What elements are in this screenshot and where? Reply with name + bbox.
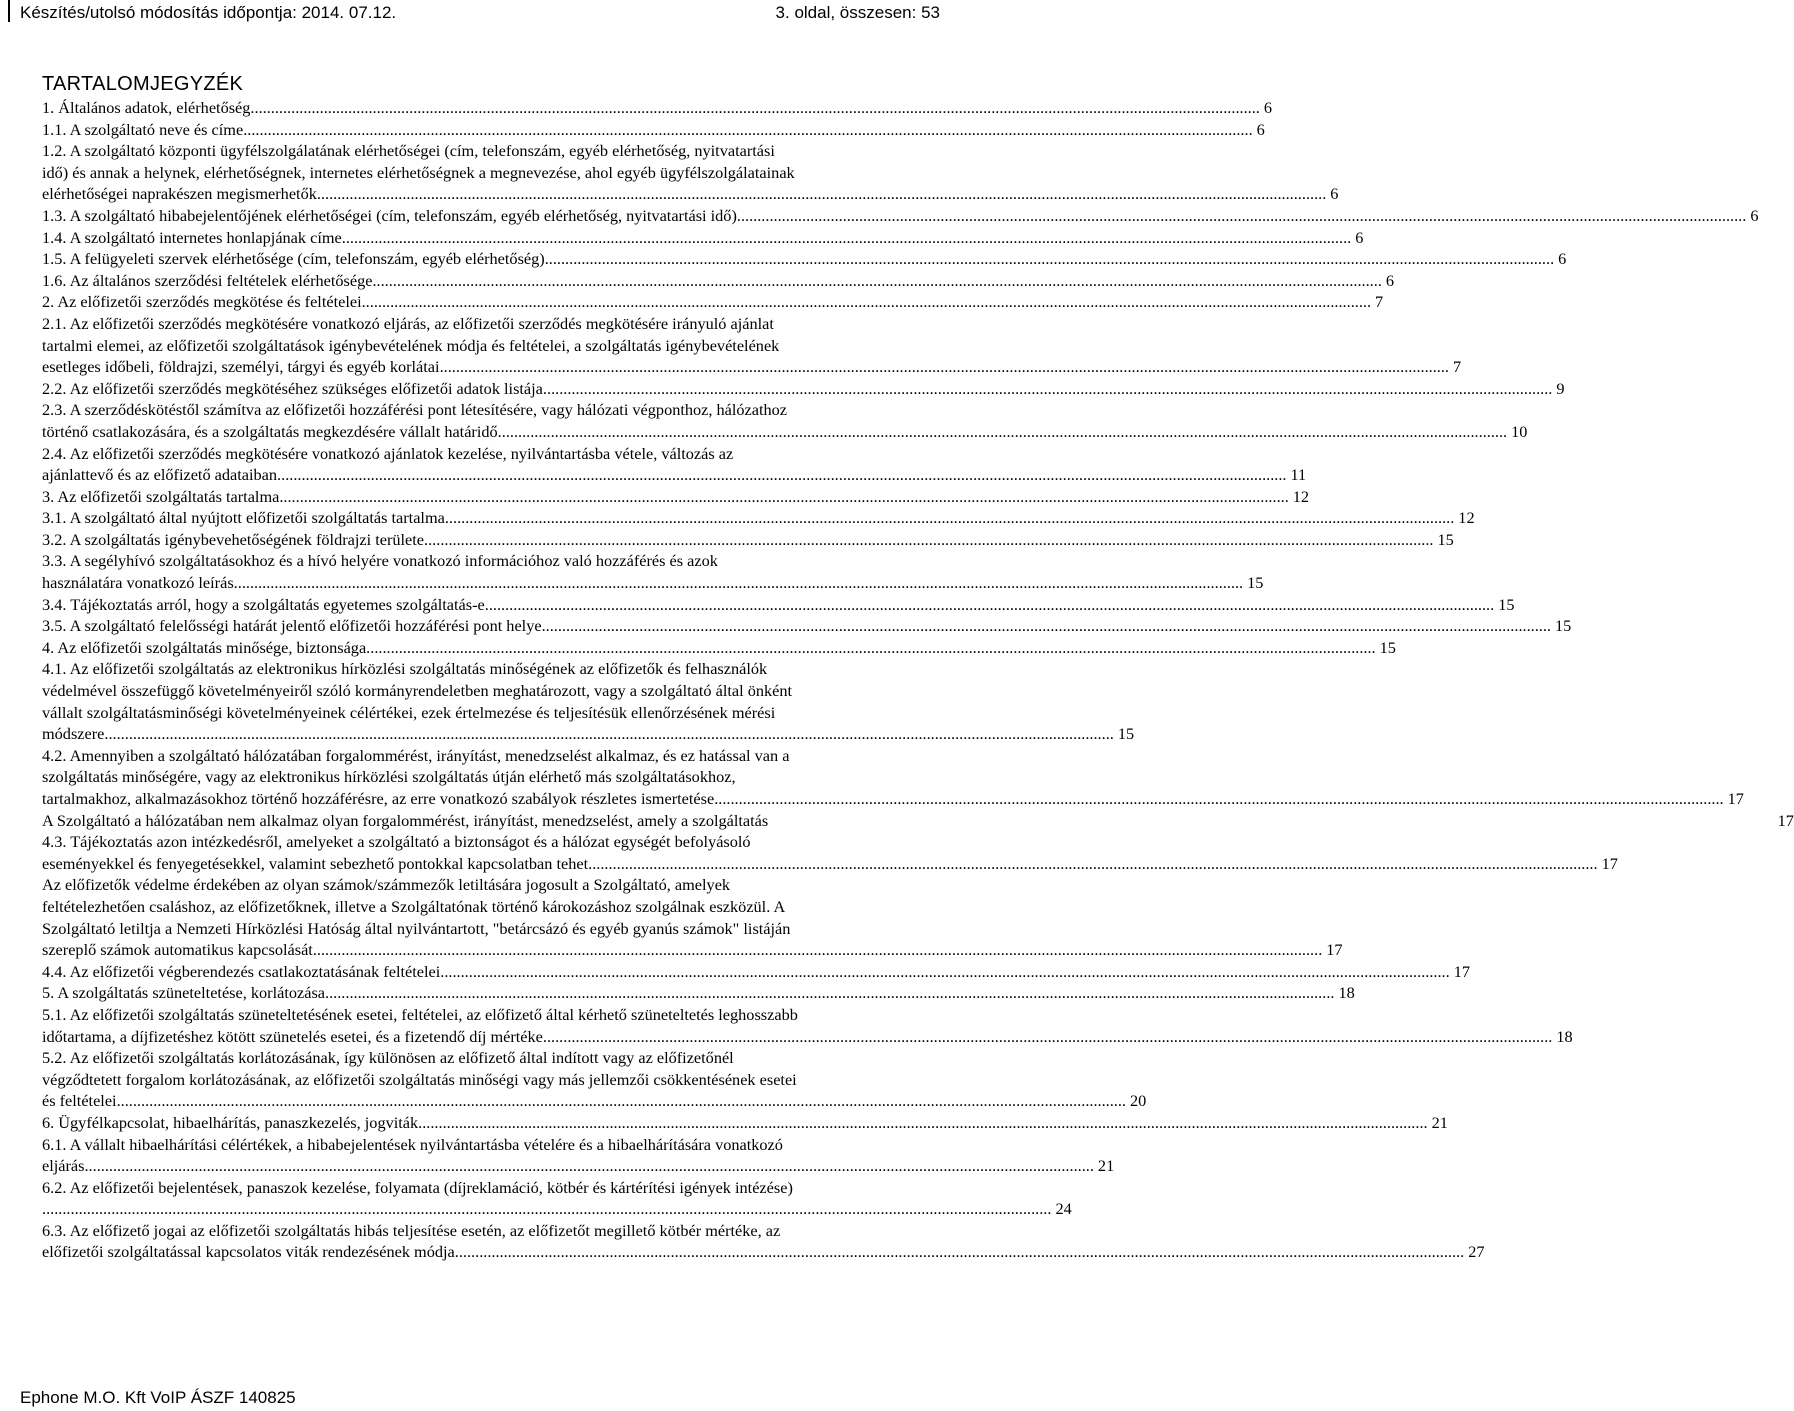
toc-leader-dots — [234, 572, 1243, 594]
toc-page-number: 15 — [1117, 724, 1135, 744]
toc-entry[interactable] — [42, 1112, 1448, 1134]
toc-entry-title: tartalmakhoz, alkalmazásokhoz történő hozzáférésre, az erre vonatkozó szabályok részletes ismertetése — [42, 789, 715, 808]
toc-entry-line: 6.3. Az előfizető jogai az előfizetői szolgáltatás hibás teljesítése esetén, az előfizetőt megillető kötbér mértéke, az — [42, 1220, 781, 1240]
toc-entry-title: előfizetői szolgáltatással kapcsolatos viták rendezésének módja — [42, 1242, 455, 1262]
toc-leader-dots — [714, 788, 1723, 810]
header-modified-date: Készítés/utolsó módosítás időpontja: 2014. 07.12. — [20, 3, 397, 22]
toc-page-number: 20 — [1130, 1091, 1147, 1111]
toc-page-number: 7 — [1375, 292, 1384, 312]
toc-entry[interactable] — [42, 399, 1528, 442]
toc-leader-dots — [424, 529, 1433, 551]
toc-entry-line: tartalmi elemei, az előfizetői szolgáltatások igénybevételének módja és feltételei, a szolgáltatás igénybevételének — [42, 335, 780, 355]
toc-leader-dots — [445, 507, 1454, 529]
toc-page-number: 27 — [1468, 1242, 1485, 1262]
toc-page-number: 17 — [1453, 961, 1470, 981]
header-page-number: 3. oldal, összesen: 53 — [775, 3, 940, 22]
toc-entry[interactable] — [42, 378, 1565, 400]
toc-entry-title: 3.2. A szolgáltatás igénybevehetőségének földrajzi területe — [42, 529, 425, 549]
toc-page-number: 15 — [1247, 573, 1264, 593]
toc-entry-line: 5.2. Az előfizetői szolgáltatás korlátozásának, így különösen az előfizető által indított vagy az előfizetőnél — [42, 1048, 734, 1068]
toc-entry-line: 2.4. Az előfizetői szerződés megkötésére vonatkozó ajánlatok kezelése, nyilvántartásba vétele, változás az — [42, 443, 734, 463]
toc-leader-dots — [84, 1155, 1093, 1177]
toc-entry-line: 6.2. Az előfizetői bejelentések, panaszok kezelése, folyamata (díjreklamáció, kötbér és kártérítési igények intézése) — [42, 1177, 793, 1197]
toc-entry[interactable] — [42, 1177, 1072, 1220]
toc-leader-dots — [313, 939, 1322, 961]
toc-page-number: 6 — [1385, 270, 1395, 290]
toc-leader-dots — [117, 1090, 1126, 1112]
toc-entry-title: esetleges időbeli, földrajzi, személyi, tárgyi és egyéb korlátai — [42, 357, 440, 377]
toc-leader-dots — [362, 291, 1371, 313]
toc-leader-dots — [737, 205, 1746, 227]
toc-entry[interactable] — [42, 140, 1339, 205]
toc-leader-dots — [325, 982, 1334, 1004]
toc-title: TARTALOMJEGYZÉK — [42, 73, 244, 95]
page-header — [0, 0, 960, 30]
toc-entry-title: 2. Az előfizetői szerződés megkötése és feltételei — [42, 292, 362, 312]
toc-entry[interactable] — [42, 486, 1310, 508]
toc-entry-title: 4. Az előfizetői szolgáltatás minősége, biztonsága — [42, 637, 367, 657]
toc-entry[interactable] — [42, 594, 1515, 616]
toc-leader-dots — [485, 594, 1494, 616]
toc-leader-dots — [243, 119, 1252, 141]
toc-entry[interactable] — [42, 227, 1364, 249]
toc-entry-title: 3. Az előfizetői szolgáltatás tartalma — [42, 486, 280, 506]
toc-entry-title: 3.4. Tájékoztatás arról, hogy a szolgáltatás egyetemes szolgáltatás-e — [42, 594, 485, 614]
toc-page-number: 18 — [1338, 983, 1355, 1003]
toc-entry-title: 1.4. A szolgáltató internetes honlapjának címe — [42, 227, 342, 247]
toc-entry-title: A Szolgáltató a hálózatában nem alkalmaz olyan forgalommérést, irányítást, menedzselést, amely a szolgáltatás — [42, 810, 769, 830]
toc-entry[interactable] — [42, 658, 1135, 744]
toc-entry[interactable] — [42, 205, 1759, 227]
toc-entry-title: eljárás — [42, 1156, 85, 1176]
toc-entry[interactable] — [42, 637, 1396, 659]
toc-page-number: 6 — [1330, 184, 1339, 204]
toc-entry[interactable] — [42, 874, 1343, 960]
page-footer: Ephone M.O. Kft VoIP ÁSZF 140825 — [20, 1388, 296, 1407]
toc-entry[interactable] — [42, 1220, 1485, 1263]
toc-entry-title: eseményekkel és fenyegetésekkel, valamint sebezhető pontokkal kapcsolatban tehet — [42, 853, 589, 873]
toc-leader-dots — [372, 270, 1381, 292]
table-of-contents — [42, 97, 1794, 1263]
toc-entry[interactable] — [42, 961, 1470, 983]
toc-entry[interactable] — [42, 1047, 1147, 1112]
toc-entry[interactable] — [42, 615, 1572, 637]
toc-page-number: 24 — [1055, 1199, 1072, 1219]
toc-page-number: 15 — [1437, 529, 1454, 549]
toc-entry-title: elérhetőségei naprakészen megismerhetők — [42, 184, 317, 204]
toc-entry-title: használatára vonatkozó leírás — [42, 573, 234, 593]
toc-page-number: 21 — [1097, 1156, 1115, 1176]
toc-leader-dots — [440, 356, 1449, 378]
toc-entry-line: 3.3. A segélyhívó szolgáltatásokhoz és a hívó helyére vonatkozó információhoz való hozzáférés és azok — [42, 551, 718, 571]
toc-page-number: 17 — [1601, 853, 1618, 873]
toc-page-number: 12 — [1458, 508, 1475, 528]
header-margin-line — [8, 0, 10, 22]
toc-leader-dots — [440, 961, 1449, 983]
toc-leader-dots — [42, 1198, 1051, 1220]
toc-entry[interactable] — [42, 443, 1307, 486]
toc-leader-dots — [542, 615, 1551, 637]
toc-page-number: 17 — [1777, 810, 1794, 830]
toc-entry-line: 4.1. Az előfizetői szolgáltatás az elektronikus hírközlési szolgáltatás minőségének az előfizetők és felhasználók — [42, 659, 768, 679]
toc-entry-title: 2.2. Az előfizetői szerződés megkötéséhez szükséges előfizetői adatok listája — [42, 378, 543, 398]
toc-entry-title: 1.3. A szolgáltató hibabejelentőjének elérhetőségei (cím, telefonszám, egyéb elérhetőség, nyitvatartási idő) — [42, 205, 737, 225]
toc-entry-line: 2.3. A szerződéskötéstől számítva az előfizetői hozzáférési pont létesítésére, vagy hálózati végponthoz, hálózathoz — [42, 400, 788, 420]
toc-page-number: 6 — [1263, 98, 1272, 117]
toc-page-number: 17 — [1326, 940, 1343, 960]
toc-entry[interactable] — [42, 313, 1462, 378]
toc-leader-dots — [104, 723, 1113, 745]
toc-page-number: 15 — [1498, 594, 1515, 614]
toc-entry[interactable] — [42, 248, 1567, 270]
toc-page-number: 17 — [1727, 789, 1744, 808]
toc-entry[interactable] — [42, 507, 1475, 529]
toc-page-number: 18 — [1556, 1026, 1573, 1046]
toc-page-number: 6 — [1256, 119, 1265, 139]
toc-entry-title: 1.6. Az általános szerződési feltételek elérhetősége — [42, 270, 373, 290]
toc-entry[interactable] — [42, 529, 1454, 551]
toc-entry-title: időtartama, a díjfizetéshez kötött szünetelés esetei, és a fizetendő díj mértéke — [42, 1026, 543, 1046]
toc-entry[interactable] — [42, 97, 1272, 119]
toc-entry-title: ajánlattevő és az előfizető adataiban — [42, 465, 278, 485]
toc-entry-title: módszere — [42, 724, 105, 744]
toc-leader-dots — [545, 248, 1554, 270]
toc-entry[interactable] — [42, 810, 1794, 832]
toc-leader-dots — [342, 227, 1351, 249]
toc-entry-title: 4.4. Az előfizetői végberendezés csatlakoztatásának feltételei — [42, 961, 441, 981]
toc-entry-line: 4.2. Amennyiben a szolgáltató hálózatában forgalommérést, irányítást, menedzselést alkalmaz, és ez hatással van a — [42, 745, 790, 765]
toc-entry-line: 6.1. A vállalt hibaelhárítási célértékek, a hibabejelentések nyilvántartásba vételére és a hibaelhárítására vonatkozó — [42, 1134, 783, 1154]
toc-leader-dots — [250, 97, 1259, 119]
toc-leader-dots — [317, 183, 1326, 205]
toc-entry-title: 6. Ügyfélkapcsolat, hibaelhárítás, panaszkezelés, jogviták — [42, 1112, 419, 1132]
toc-entry-line: feltételezhetően csaláshoz, az előfizetőknek, illetve a Szolgáltatónak történő károkozáshoz szolgálnak eszközül. A — [42, 896, 786, 916]
toc-entry[interactable] — [42, 550, 1264, 593]
toc-page-number: 9 — [1556, 378, 1565, 398]
toc-entry-line: szolgáltatás minőségére, vagy az elektronikus hírközlési szolgáltatás útján elérhető más szolgáltatásokhoz, — [42, 767, 736, 787]
toc-entry-line: 5.1. Az előfizetői szolgáltatás szüneteltetésének esetei, feltételei, az előfizető által kérhető szüneteltetés leghosszabb — [42, 1004, 798, 1024]
toc-entry-line: idő) és annak a helynek, elérhetőségnek, internetes elérhetőségnek a megnevezése, ahol egyéb ügyfélszolgálatainak — [42, 162, 795, 182]
toc-entry[interactable] — [42, 119, 1265, 141]
toc-entry-line: védelmével összefüggő követelményeiről szóló kormányrendeletben meghatározott, vagy a szolgáltató által önként — [42, 681, 793, 701]
toc-entry[interactable] — [42, 1134, 1115, 1177]
toc-page-number: 6 — [1750, 205, 1759, 225]
toc-page-number: 11 — [1290, 465, 1307, 485]
toc-entry-title: 1.1. A szolgáltató neve és címe — [42, 119, 244, 139]
toc-entry-title: 5. A szolgáltatás szüneteltetése, korlátozása — [42, 983, 326, 1003]
toc-entry-line: végződtetett forgalom korlátozásának, az előfizetői szolgáltatás minőségi vagy más jellemzői csökkentésének esetei — [42, 1069, 797, 1089]
toc-page-number: 6 — [1558, 249, 1567, 269]
toc-entry-line: Az előfizetők védelme érdekében az olyan számok/számmezők letiltására jogosult a Szolgáltató, amelyek — [42, 875, 731, 895]
toc-leader-dots — [543, 378, 1552, 400]
toc-page-number: 12 — [1292, 486, 1310, 506]
toc-leader-dots — [543, 1026, 1552, 1048]
toc-leader-dots — [279, 486, 1288, 508]
toc-entry[interactable] — [42, 982, 1355, 1004]
toc-page-number: 15 — [1379, 637, 1396, 657]
toc-page-number: 10 — [1511, 421, 1528, 441]
toc-entry-line: 1.2. A szolgáltató központi ügyfélszolgálatának elérhetőségei (cím, telefonszám, egyéb elérhetőség, nyitvatartási — [42, 141, 775, 161]
toc-leader-dots — [366, 637, 1375, 659]
toc-entry-line: vállalt szolgáltatásminőségi követelményeinek célértékei, ezek értelmezése és teljesítésük ellenőrzésének mérési — [42, 702, 776, 722]
toc-entry-title: 1.5. A felügyeleti szervek elérhetősége (cím, telefonszám, egyéb elérhetőség) — [42, 249, 545, 269]
toc-entry[interactable] — [42, 745, 1744, 810]
toc-entry[interactable] — [42, 291, 1384, 313]
toc-page-number: 6 — [1355, 227, 1364, 247]
toc-entry-title: 1. Általános adatok, elérhetőség — [42, 98, 251, 117]
toc-leader-dots — [277, 464, 1286, 486]
toc-leader-dots — [498, 421, 1507, 443]
toc-entry[interactable] — [42, 270, 1395, 292]
toc-leader-dots — [418, 1112, 1427, 1134]
toc-entry-line: 4.3. Tájékoztatás azon intézkedésről, amelyeket a szolgáltató a biztonságot és a hálózat egységét befolyásoló — [42, 832, 751, 852]
toc-leader-dots — [455, 1241, 1464, 1263]
toc-leader-dots — [588, 853, 1597, 875]
toc-entry[interactable] — [42, 1004, 1573, 1047]
toc-entry-title: szereplő számok automatikus kapcsolását — [42, 940, 313, 960]
toc-entry-title: és feltételei — [42, 1091, 117, 1111]
toc-entry-line: 2.1. Az előfizetői szerződés megkötésére vonatkozó eljárás, az előfizetői szerződés megkötésére irányuló ajánlat — [42, 313, 774, 333]
toc-entry-title: történő csatlakozására, és a szolgáltatás megkezdésére vállalt határidő — [42, 421, 498, 441]
toc-entry-title: 3.5. A szolgáltató felelősségi határát jelentő előfizetői hozzáférési pont helye — [42, 616, 542, 636]
toc-entry-line: Szolgáltató letiltja a Nemzeti Hírközlési Hatóság által nyilvántartott, "betárcsázó és egyéb gyanús számok" listáján — [42, 918, 791, 938]
toc-page-number: 7 — [1453, 357, 1462, 377]
toc-page-number: 21 — [1431, 1112, 1448, 1132]
toc-entry-title: 3.1. A szolgáltató által nyújtott előfizetői szolgáltatás tartalma — [42, 508, 445, 528]
toc-entry[interactable] — [42, 831, 1618, 874]
toc-page-number: 15 — [1555, 616, 1572, 636]
